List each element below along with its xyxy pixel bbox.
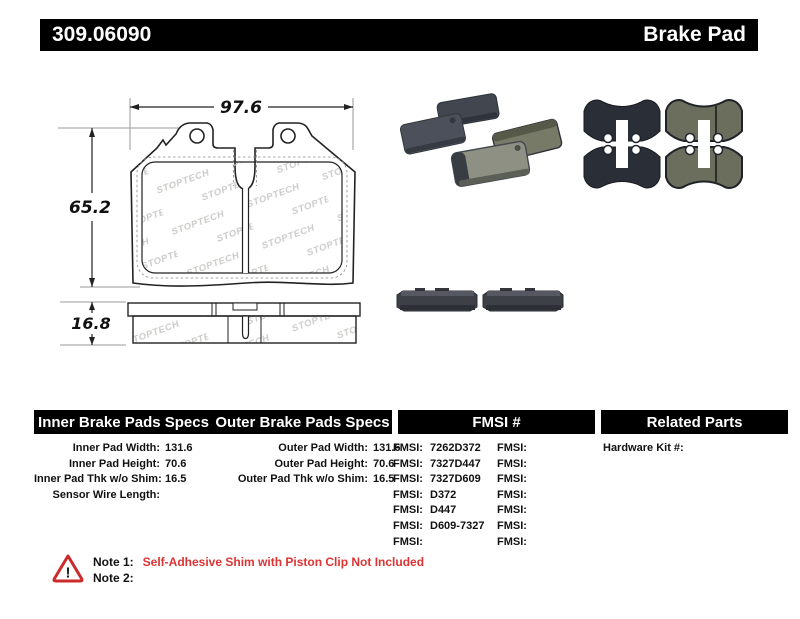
side-view <box>128 303 360 343</box>
brake-pads-flat-photo <box>584 100 742 188</box>
note-2-line <box>93 571 143 585</box>
specs-header-bar <box>34 410 392 434</box>
arrowhead-up <box>89 302 95 310</box>
spec-row: Inner Pad Width: 131.6 <box>72 442 193 454</box>
brake-pad-technical-drawing <box>50 92 395 354</box>
svg-text:!: ! <box>65 564 71 582</box>
fmsi-row: FMSI: 7327D609 <box>393 473 481 486</box>
fmsi-column-left <box>393 441 484 550</box>
warning-icon <box>52 553 84 583</box>
related-parts-header-bar <box>601 410 788 434</box>
product-photos <box>395 85 755 317</box>
fmsi-row: FMSI: <box>393 535 423 548</box>
outer-specs-header: Outer Brake Pads Specs <box>215 413 390 431</box>
fmsi-row: FMSI: 7327D447 <box>393 457 481 470</box>
fmsi-row: FMSI: <box>497 519 527 532</box>
thickness-dimension-label: 16.8 <box>71 314 111 333</box>
spec-row: Outer Pad Height: 70.6 <box>274 457 395 470</box>
width-dimension-label: 97.6 <box>220 98 262 118</box>
edge-center-slot <box>243 316 249 339</box>
arrowhead-down <box>89 278 95 287</box>
part-number: 309.06090 <box>52 23 152 46</box>
note-2-label: Note 2: <box>93 571 134 585</box>
fmsi-header-bar <box>398 410 595 434</box>
center-slot <box>243 186 249 273</box>
inner-specs-header: Inner Brake Pads Specs <box>38 413 209 431</box>
note-1-line <box>93 555 424 569</box>
spec-row: Outer Pad Thk w/o Shim: 16.5 <box>237 473 395 486</box>
fmsi-row: FMSI: <box>497 457 527 470</box>
pad-pair-dark <box>584 100 660 188</box>
front-view <box>131 123 355 286</box>
brake-pads-angled-photo <box>400 93 563 187</box>
brake-pads-edge-photo <box>397 288 563 311</box>
related-parts-header: Related Parts <box>646 413 743 431</box>
spec-row: Inner Pad Height: 70.6 <box>68 457 187 470</box>
fmsi-row: FMSI: <box>497 473 527 486</box>
fmsi-row: FMSI: 7262D372 <box>393 442 481 454</box>
spec-row: Outer Pad Width: 131.6 <box>278 442 401 454</box>
related-parts-column <box>603 441 690 457</box>
fmsi-row: FMSI: D609-7327 <box>393 519 485 532</box>
right-ear-hole <box>281 129 295 143</box>
product-name: Brake Pad <box>643 23 746 46</box>
arrowhead-right <box>344 104 353 110</box>
note-1-label: Note 1: <box>93 555 134 569</box>
fmsi-row: FMSI: <box>497 504 527 517</box>
fmsi-header: FMSI # <box>472 413 521 431</box>
outer-specs-column <box>225 441 401 488</box>
fmsi-row: FMSI: <box>497 488 527 501</box>
inner-specs-column <box>34 441 193 503</box>
fmsi-row: FMSI: D372 <box>393 488 457 501</box>
fmsi-row: FMSI: <box>497 535 527 548</box>
center-clip-tab <box>233 303 257 310</box>
arrowhead-up <box>89 128 95 137</box>
title-bar <box>40 19 758 51</box>
arrowhead-left <box>130 104 139 110</box>
fmsi-row: FMSI: D447 <box>393 504 457 517</box>
fmsi-row: FMSI: <box>497 442 527 454</box>
pad-pair-olive <box>666 100 742 188</box>
height-dimension-label: 65.2 <box>69 198 111 218</box>
spec-row: Inner Pad Thk w/o Shim: 16.5 <box>34 473 187 486</box>
arrowhead-down <box>89 337 95 345</box>
fmsi-column-right <box>497 441 534 550</box>
left-ear-hole <box>190 129 204 143</box>
hardware-kit-label: Hardware Kit #: <box>603 442 684 454</box>
spec-row: Sensor Wire Length: <box>52 488 160 501</box>
hardware-kit-row <box>603 441 690 457</box>
note-1-text: Self-Adhesive Shim with Piston Clip Not Included <box>142 555 425 569</box>
